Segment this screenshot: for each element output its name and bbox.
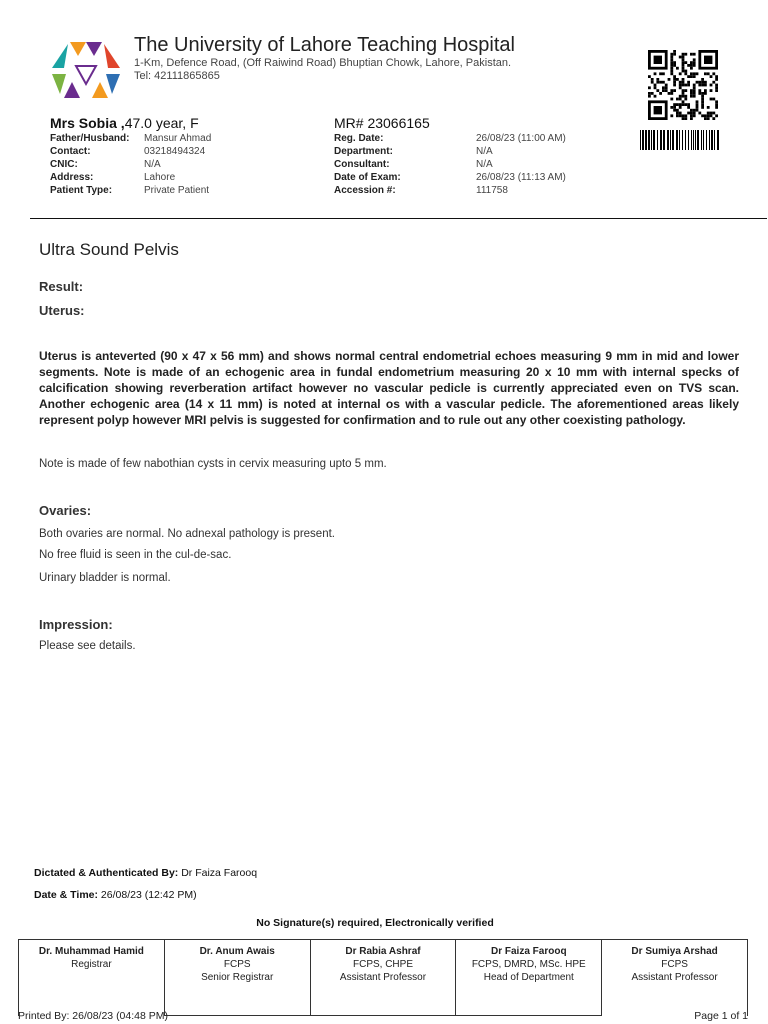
doctor-cell: [310, 940, 456, 1016]
patient-name-line: [50, 115, 199, 131]
qr-code: [648, 50, 718, 120]
doctor-title: FCPS: [223, 959, 251, 970]
doctor-cell: [456, 940, 602, 1016]
header-divider: [30, 218, 767, 219]
dictated-by: [34, 867, 257, 879]
doctor-title: FCPS: [661, 959, 688, 970]
field-value: Private Patient: [144, 185, 210, 196]
field-label: Father/Husband:: [50, 133, 130, 144]
doctor-name: Dr Sumiya Arshad: [631, 946, 718, 957]
uterus-paragraph: Uterus is anteverted (90 x 47 x 56 mm) and shows normal central endometrial echoes measuring 9 mm in mid and lower segments. Note is made of an echogenic area in fundal endometrium measuring 20 x 10 mm with internal specks of calcification showing reverberation artifact however no vascular pedicle is currently appreciated even on TVS scan. Another echogenic area (14 x 11 mm) is noted at internal os with a vascular pedicle. The aforementioned areas likely represent polyp however MRI pelvis is suggested for confirmation and to rule out any other coexisting pathology.: [39, 349, 739, 427]
doctor-title: Registrar: [71, 959, 112, 970]
doctor-designation: Assistant Professor: [631, 972, 718, 983]
ovaries-heading: Ovaries:: [39, 503, 92, 518]
field-label: Date of Exam:: [334, 172, 401, 183]
field-label: Contact:: [50, 146, 91, 157]
result-heading: Result:: [39, 279, 84, 294]
field-label: Patient Type:: [50, 185, 113, 196]
hospital-name: The University of Lahore Teaching Hospital: [134, 34, 515, 56]
printed-by: Printed By: 26/08/23 (04:48 PM): [18, 1010, 168, 1022]
doctor-designation: Assistant Professor: [339, 972, 427, 983]
field-label: CNIC:: [50, 159, 78, 170]
hospital-phone: Tel: 42111865865: [134, 70, 220, 82]
field-label: Reg. Date:: [334, 133, 384, 144]
doctor-cell: [19, 940, 165, 1016]
doctor-cell: [602, 940, 748, 1016]
doctor-designation: Head of Department: [483, 972, 574, 983]
field-value: 111758: [476, 185, 508, 196]
ovaries-line: Both ovaries are normal. No adnexal pathology is present.: [39, 528, 335, 540]
doctor-name: Dr. Anum Awais: [199, 946, 275, 957]
doctor-name: Dr Rabia Ashraf: [345, 946, 421, 957]
impression-heading: Impression:: [39, 617, 113, 632]
page-number: Page 1 of 1: [694, 1010, 748, 1022]
field-value: N/A: [476, 146, 493, 157]
hospital-logo: [50, 38, 122, 104]
impression-text: Please see details.: [39, 640, 136, 652]
patient-age-sex: 47.0 year, F: [124, 115, 199, 131]
doctor-name: Dr Faiza Farooq: [491, 946, 567, 957]
field-label: Accession #:: [334, 185, 396, 196]
uterus-heading: Uterus:: [39, 303, 85, 318]
doctor-cell: [164, 940, 310, 1016]
hospital-address: 1-Km, Defence Road, (Off Raiwind Road) Bhuptian Chowk, Lahore, Pakistan.: [134, 57, 512, 69]
dictated-label: Dictated & Authenticated By:: [34, 867, 179, 879]
dictated-value: Dr Faiza Farooq: [181, 867, 258, 879]
field-label: Consultant:: [334, 159, 390, 170]
report-title: Ultra Sound Pelvis: [39, 240, 179, 259]
field-value: 03218494324: [144, 146, 206, 157]
field-value: N/A: [144, 159, 161, 170]
datetime-value: 26/08/23 (12:42 PM): [100, 889, 197, 901]
field-value: Lahore: [144, 172, 176, 183]
field-value: 26/08/23 (11:00 AM): [476, 133, 566, 144]
doctor-title: FCPS, CHPE: [352, 959, 413, 970]
mr-number: MR# 23066165: [334, 115, 430, 131]
doctor-designation: Senior Registrar: [201, 972, 274, 983]
signature-note: No Signature(s) required, Electronically verified: [256, 917, 494, 929]
field-value: 26/08/23 (11:13 AM): [476, 172, 566, 183]
field-value: N/A: [476, 159, 493, 170]
cervix-note: Note is made of few nabothian cysts in cervix measuring upto 5 mm.: [39, 458, 387, 470]
barcode: [640, 130, 720, 150]
field-label: Department:: [334, 146, 393, 157]
field-label: Address:: [50, 172, 94, 183]
doctors-table: [18, 939, 748, 1016]
doctor-title: FCPS, DMRD, MSc. HPE: [471, 959, 586, 970]
doctor-name: Dr. Muhammad Hamid: [38, 946, 144, 957]
field-value: Mansur Ahmad: [144, 133, 212, 144]
datetime-label: Date & Time:: [34, 889, 98, 901]
ovaries-line: Urinary bladder is normal.: [39, 572, 171, 584]
ovaries-line: No free fluid is seen in the cul-de-sac.: [39, 549, 232, 561]
patient-name: Mrs Sobia ,: [50, 115, 125, 131]
report-datetime: [34, 889, 197, 901]
